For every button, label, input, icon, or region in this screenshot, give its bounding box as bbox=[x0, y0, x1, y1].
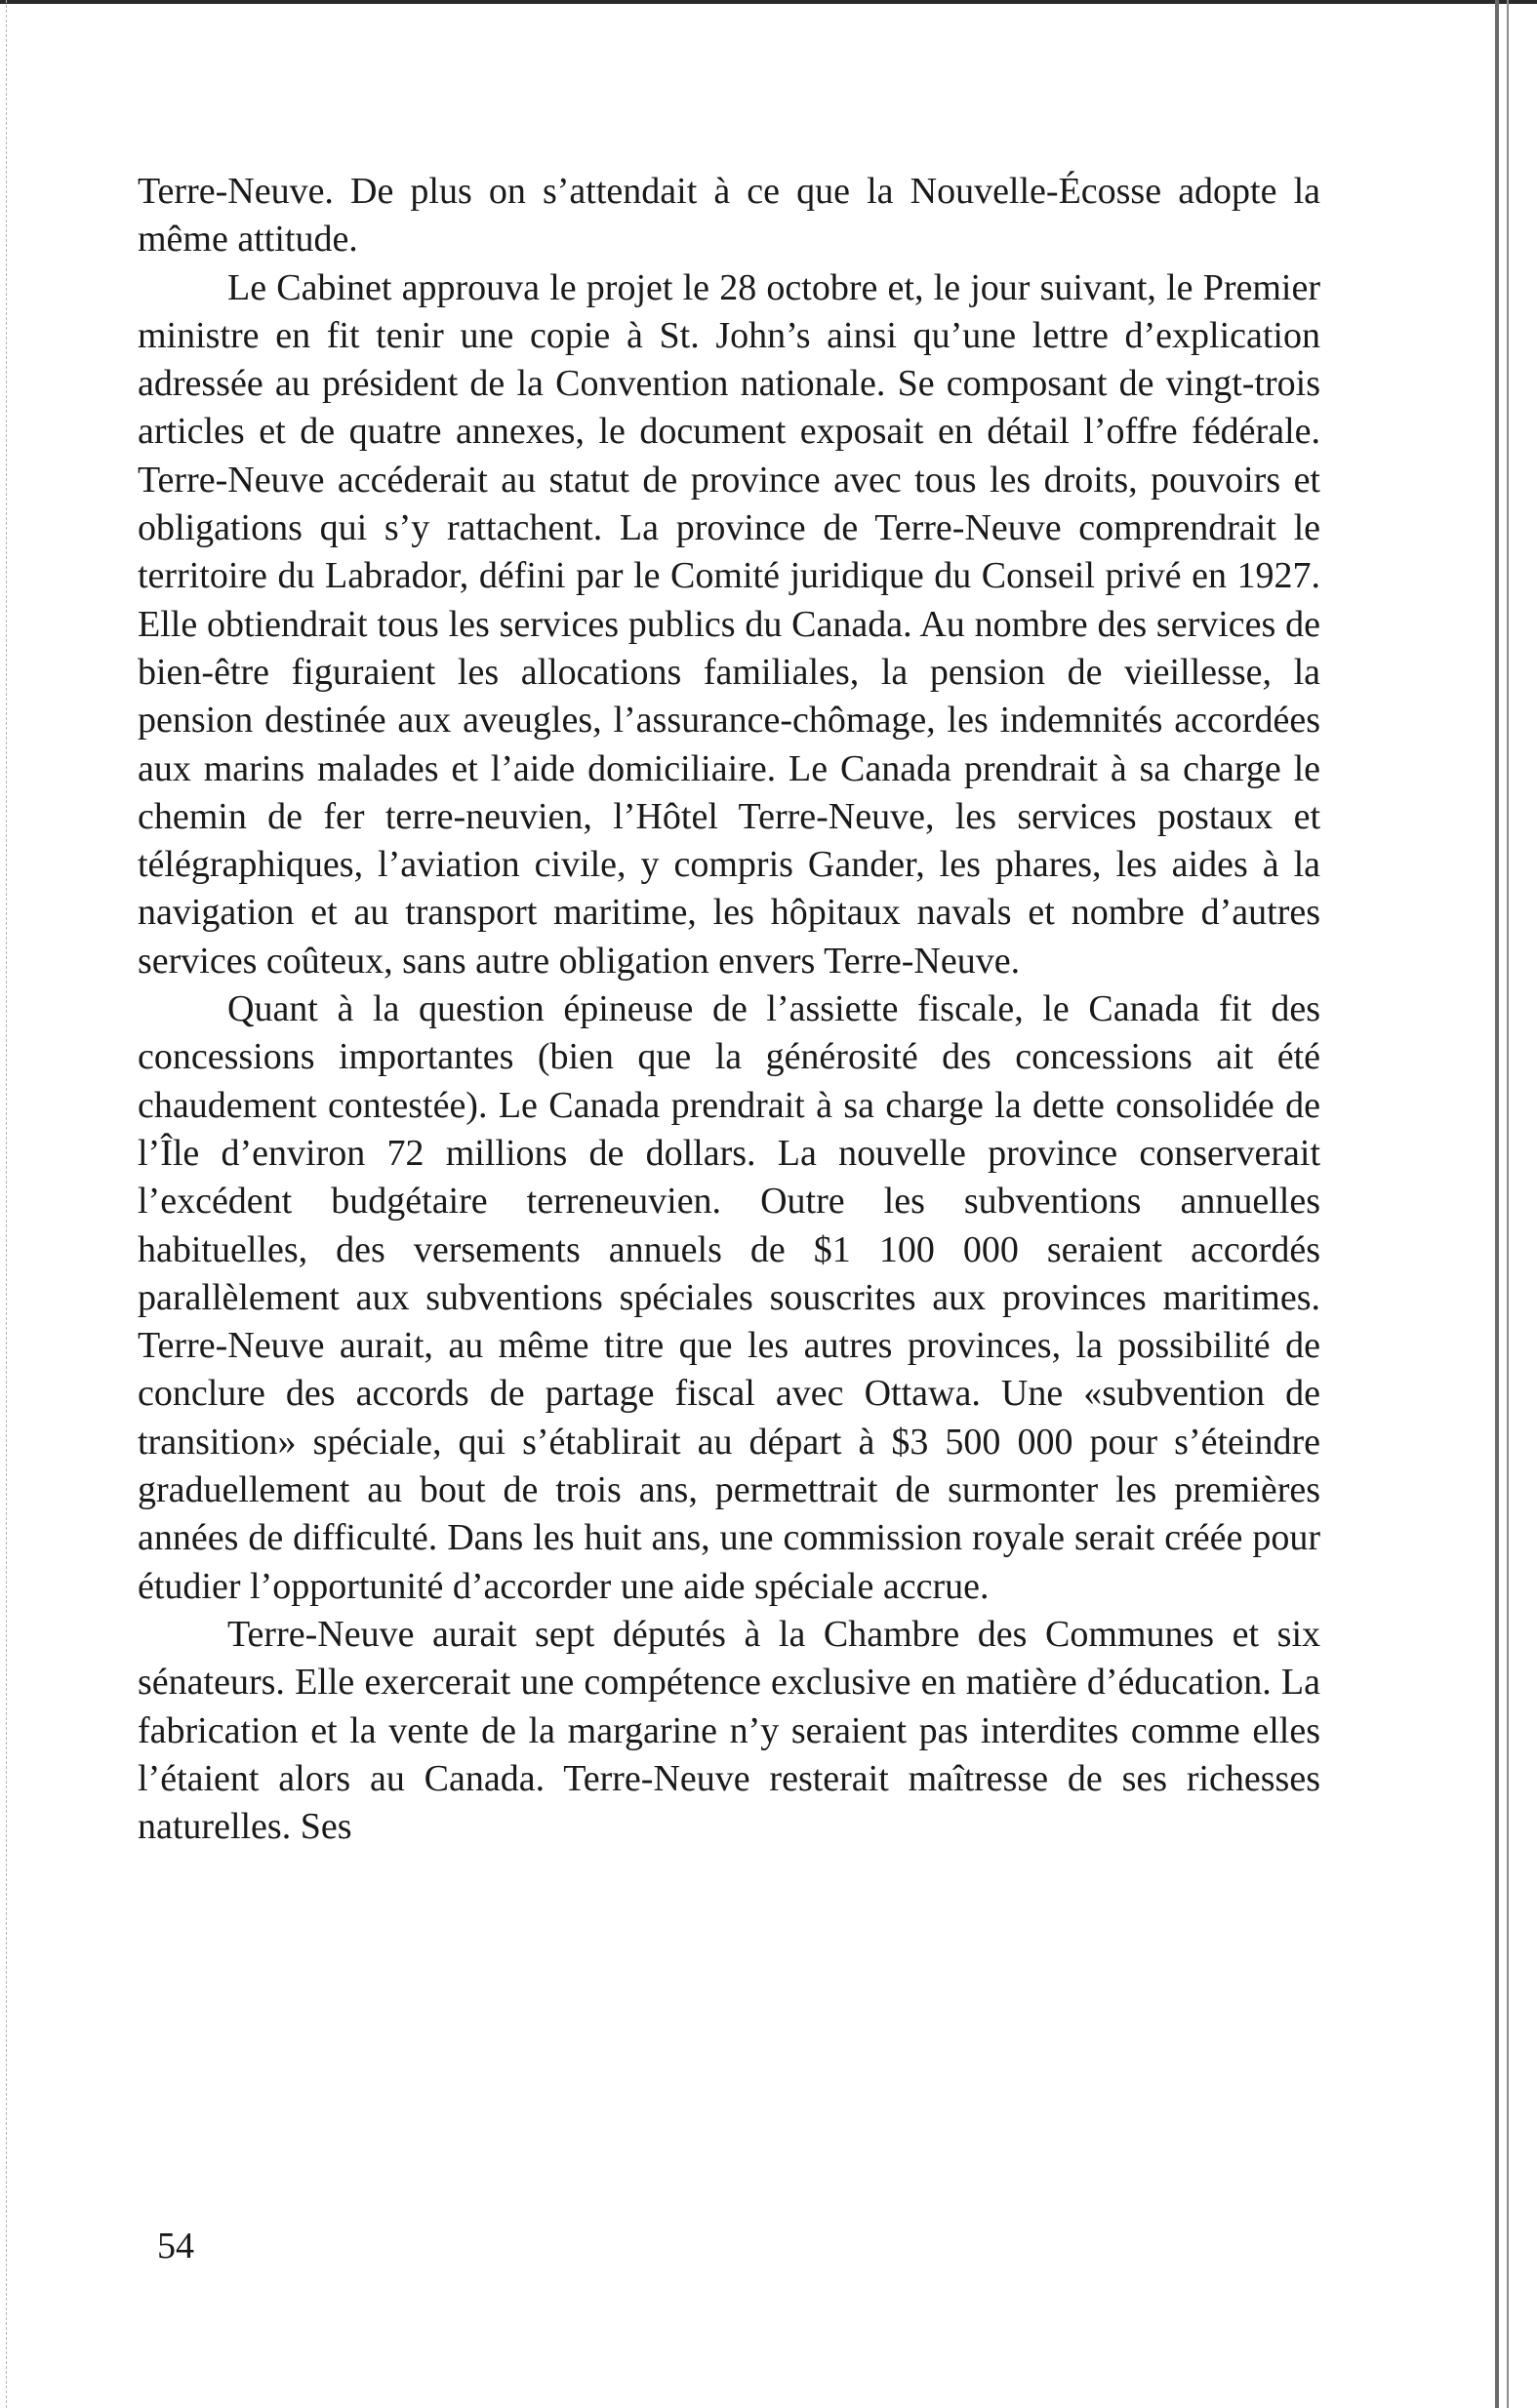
paragraph-4: Terre-Neuve aurait sept députés à la Chambre des Communes et six sénateurs. Elle exercerait une compétence exclusive en matière d’éducation. La fabrication et la vente de la margarine n’y seraient pas interdites comme elles l’étaient alors au Canada. Terre-Neuve resterait maîtresse de ses richesses naturelles. Ses bbox=[138, 1613, 1320, 1848]
paragraph-3: Quant à la question épineuse de l’assiette fiscale, le Canada fit des concessions importantes (bien que la générosité des concessions ait été chaudement contestée). Le Canada prendrait à sa charge la dette consolidée de l’Île d’environ 72 millions de dollars. La nouvelle province conserverait l’excédent budgétaire terreneuvien. Outre les subventions annuelles habituelles, des versements annuels de $1 100 000 seraient accordés parallèlement aux subventions spéciales souscrites aux provinces maritimes. Terre-Neuve aurait, au même titre que les autres provinces, la possibilité de conclure des accords de partage fiscal avec Ottawa. Une «subvention de transition» spéciale, qui s’établirait au départ à $3 500 000 pour s’éteindre graduellement au bout de trois ans, permettrait de surmonter les premières années de difficulté. Dans les huit ans, une commission royale serait créée pour étudier l’opportunité d’accorder une aide spéciale accrue. bbox=[138, 988, 1320, 1607]
scan-right-edge bbox=[1495, 0, 1499, 2408]
scan-top-border bbox=[0, 0, 1537, 4]
page-body bbox=[138, 168, 1320, 1851]
scan-left-edge bbox=[6, 0, 8, 2408]
page-number: 54 bbox=[157, 2226, 194, 2267]
paragraph-2: Le Cabinet approuva le projet le 28 octobre et, le jour suivant, le Premier ministre en fit tenir une copie à St. John’s ainsi qu’une lettre d’explication adressée au président de la Convention nationale. Se composant de vingt-trois articles et de quatre annexes, le document exposait en détail l’offre fédérale. Terre-Neuve accéderait au statut de province avec tous les droits, pouvoirs et obligations qui s’y rattachent. La province de Terre-Neuve comprendrait le territoire du Labrador, défini par le Comité juridique du Conseil privé en 1927. Elle obtiendrait tous les services publics du Canada. Au nombre des services de bien-être figuraient les allocations familiales, la pension de vieillesse, la pension destinée aux aveugles, l’assurance-chômage, les indemnités accordées aux marins malades et l’aide domiciliaire. Le Canada prendrait à sa charge le chemin de fer terre-neuvien, l’Hôtel Terre-Neuve, les services postaux et télégraphiques, l’aviation civile, y compris Gander, les phares, les aides à la navigation et au transport maritime, les hôpitaux navals et nombre d’autres services coûteux, sans autre obligation envers Terre-Neuve. bbox=[138, 266, 1320, 982]
scan-right-edge-thin bbox=[1507, 0, 1509, 2408]
paragraph-1: Terre-Neuve. De plus on s’attendait à ce que la Nouvelle-Écosse adopte la même attitude. bbox=[138, 171, 1320, 261]
